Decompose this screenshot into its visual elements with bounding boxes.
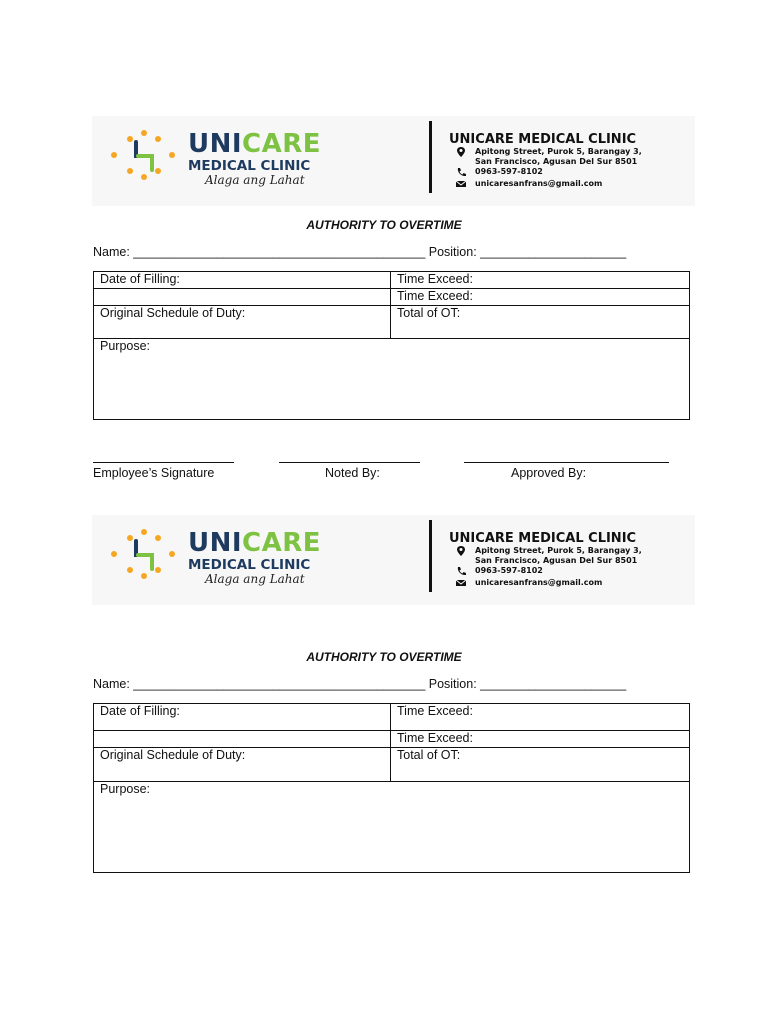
contact-block [449, 532, 642, 588]
form-title: AUTHORITY TO OVERTIME [306, 218, 462, 232]
brand-care: CARE [242, 528, 322, 558]
approved-by-line[interactable] [464, 462, 669, 463]
brand-uni: UNI [188, 528, 243, 558]
name-position-line[interactable]: Name: __________________________________________ Position: _____________________ [93, 245, 627, 259]
noted-by-line[interactable] [279, 462, 420, 463]
location-pin-icon [456, 147, 466, 157]
address-line-1: Apitong Street, Purok 5, Barangay 3, [475, 546, 642, 555]
noted-by-label: Noted By: [325, 466, 380, 480]
name-position-line[interactable]: Name: __________________________________________ Position: _____________________ [93, 677, 627, 691]
phone-number: 0963-597-8102 [475, 566, 543, 575]
overtime-table [93, 703, 690, 873]
address-line-2: San Francisco, Agusan Del Sur 8501 [475, 157, 638, 166]
email-address: unicaresanfrans@gmail.com [475, 578, 603, 587]
clinic-name: UNICARE MEDICAL CLINIC [449, 531, 637, 546]
overtime-table [93, 271, 690, 420]
location-pin-icon [456, 546, 466, 556]
address-line-1: Apitong Street, Purok 5, Barangay 3, [475, 147, 642, 156]
brand-care: CARE [242, 129, 322, 159]
brand-tagline: Alaga ang Lahat [205, 173, 305, 187]
clinic-name: UNICARE MEDICAL CLINIC [449, 132, 637, 147]
header-divider [429, 121, 432, 193]
brand-name [188, 529, 321, 557]
empty-cell[interactable] [94, 731, 391, 748]
brand-name [188, 130, 321, 158]
original-schedule-cell[interactable]: Original Schedule of Duty: [94, 306, 391, 339]
header-divider [429, 520, 432, 592]
phone-number: 0963-597-8102 [475, 167, 543, 176]
time-exceed-cell[interactable]: Time Exceed: [391, 704, 690, 731]
purpose-cell[interactable]: Purpose: [94, 339, 690, 420]
unicare-logo-icon [110, 130, 176, 180]
phone-icon [456, 566, 466, 576]
clinic-header [92, 515, 695, 605]
date-of-filling-cell[interactable]: Date of Filling: [94, 704, 391, 731]
email-address: unicaresanfrans@gmail.com [475, 179, 603, 188]
total-ot-cell[interactable]: Total of OT: [391, 748, 690, 782]
contact-block [449, 133, 642, 189]
employee-signature-label: Employee’s Signature [93, 466, 215, 480]
unicare-logo-icon [110, 529, 176, 579]
purpose-cell[interactable]: Purpose: [94, 782, 690, 873]
envelope-icon [456, 578, 466, 588]
empty-cell[interactable] [94, 289, 391, 306]
form-title: AUTHORITY TO OVERTIME [306, 650, 462, 664]
brand-subtitle: MEDICAL CLINIC [188, 158, 311, 174]
time-exceed-cell[interactable]: Time Exceed: [391, 272, 690, 289]
approved-by-label: Approved By: [511, 466, 587, 480]
brand-subtitle: MEDICAL CLINIC [188, 557, 311, 573]
date-of-filling-cell[interactable]: Date of Filling: [94, 272, 391, 289]
brand-tagline: Alaga ang Lahat [205, 572, 305, 586]
original-schedule-cell[interactable]: Original Schedule of Duty: [94, 748, 391, 782]
brand-block [188, 130, 321, 187]
address-line-2: San Francisco, Agusan Del Sur 8501 [475, 556, 638, 565]
time-exceed-cell[interactable]: Time Exceed: [391, 289, 690, 306]
phone-icon [456, 167, 466, 177]
brand-uni: UNI [188, 129, 243, 159]
envelope-icon [456, 179, 466, 189]
employee-signature-line[interactable] [93, 462, 234, 463]
brand-block [188, 529, 321, 586]
clinic-header [92, 116, 695, 206]
total-ot-cell[interactable]: Total of OT: [391, 306, 690, 339]
time-exceed-cell[interactable]: Time Exceed: [391, 731, 690, 748]
